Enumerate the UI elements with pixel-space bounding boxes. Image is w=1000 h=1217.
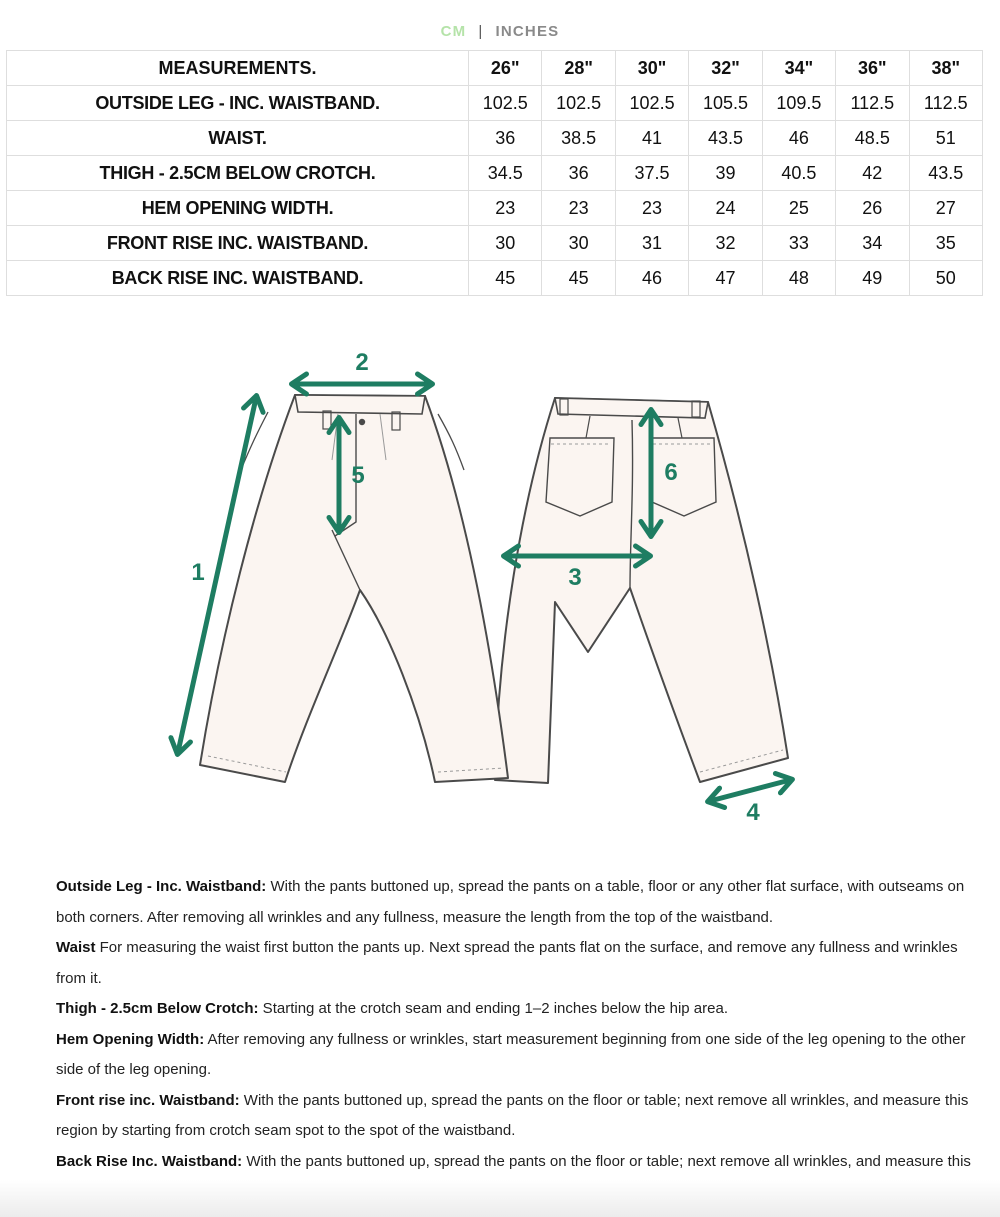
- table-row: [7, 226, 983, 261]
- note-waist: Waist For measuring the waist first button the pants up. Next spread the pants flat on the surface, and remove any fullness and wrinkles from it.: [56, 939, 958, 987]
- size-chart-table: [6, 50, 983, 296]
- table-cell: 38.5: [542, 121, 615, 156]
- table-cell: 46: [762, 121, 835, 156]
- table-row: [7, 156, 983, 191]
- table-cell: 40.5: [762, 156, 835, 191]
- table-cell: 23: [615, 191, 688, 226]
- table-cell: 42: [836, 156, 909, 191]
- size-header: 26": [469, 51, 542, 86]
- table-row: [7, 121, 983, 156]
- table-cell: 30: [542, 226, 615, 261]
- table-cell: 102.5: [615, 86, 688, 121]
- table-cell: 23: [542, 191, 615, 226]
- table-cell: 30: [469, 226, 542, 261]
- note-outside-leg: Outside Leg - Inc. Waistband: With the pants buttoned up, spread the pants on a table, floor or any other flat surface, with outseams on both corners. After removing all wrinkles and any fullness, measure the length from the top of the waistband.: [56, 878, 965, 926]
- table-cell: 45: [542, 261, 615, 296]
- unit-separator: |: [478, 22, 484, 40]
- table-cell: 27: [909, 191, 982, 226]
- table-cell: 31: [615, 226, 688, 261]
- measurement-notes: [56, 872, 986, 1208]
- table-cell: 112.5: [836, 86, 909, 121]
- header-label: MEASUREMENTS.: [7, 51, 469, 86]
- unit-cm-option[interactable]: CM: [440, 22, 467, 40]
- unit-toggle: [0, 20, 1000, 42]
- table-row: [7, 86, 983, 121]
- table-row: [7, 261, 983, 296]
- note-front-rise: Front rise inc. Waistband: With the pants buttoned up, spread the pants on the floor or table; next remove all wrinkles, and measure this region by starting from crotch seam spot to the spot of the waistband.: [56, 1091, 969, 1139]
- table-cell: 112.5: [909, 86, 982, 121]
- row-label: OUTSIDE LEG - INC. WAISTBAND.: [7, 86, 469, 121]
- table-cell: 48.5: [836, 121, 909, 156]
- table-cell: 36: [469, 121, 542, 156]
- table-cell: 51: [909, 121, 982, 156]
- table-cell: 45: [469, 261, 542, 296]
- size-header: 28": [542, 51, 615, 86]
- table-cell: 49: [836, 261, 909, 296]
- label-front-rise: 5: [351, 462, 365, 489]
- table-cell: 50: [909, 261, 982, 296]
- pants-measurement-diagram: [160, 340, 820, 830]
- table-cell: 48: [762, 261, 835, 296]
- table-cell: 43.5: [689, 121, 762, 156]
- table-cell: 26: [836, 191, 909, 226]
- table-row: [7, 191, 983, 226]
- row-label: THIGH - 2.5CM BELOW CROTCH.: [7, 156, 469, 191]
- table-cell: 39: [689, 156, 762, 191]
- table-cell: 43.5: [909, 156, 982, 191]
- row-label: FRONT RISE INC. WAISTBAND.: [7, 226, 469, 261]
- table-cell: 46: [615, 261, 688, 296]
- table-cell: 36: [542, 156, 615, 191]
- table-cell: 23: [469, 191, 542, 226]
- table-cell: 32: [689, 226, 762, 261]
- table-cell: 47: [689, 261, 762, 296]
- label-hem: 4: [746, 799, 760, 826]
- bottom-fade: [0, 1180, 1000, 1217]
- size-header: 38": [909, 51, 982, 86]
- label-back-rise: 6: [664, 459, 678, 486]
- pants-back-view: [495, 398, 788, 783]
- table-cell: 102.5: [469, 86, 542, 121]
- row-label: BACK RISE INC. WAISTBAND.: [7, 261, 469, 296]
- note-hem-opening: Hem Opening Width: After removing any fullness or wrinkles, start measurement beginning from one side of the leg opening to the other side of the leg opening.: [56, 1030, 966, 1078]
- label-waist: 2: [355, 349, 369, 376]
- size-header: 36": [836, 51, 909, 86]
- unit-inches-option[interactable]: INCHES: [495, 22, 560, 40]
- table-cell: 33: [762, 226, 835, 261]
- size-header: 30": [615, 51, 688, 86]
- table-cell: 24: [689, 191, 762, 226]
- hem-arrow: [710, 780, 790, 801]
- table-cell: 37.5: [615, 156, 688, 191]
- row-label: HEM OPENING WIDTH.: [7, 191, 469, 226]
- table-cell: 102.5: [542, 86, 615, 121]
- table-cell: 34: [836, 226, 909, 261]
- table-cell: 25: [762, 191, 835, 226]
- table-cell: 35: [909, 226, 982, 261]
- label-thigh: 3: [568, 564, 582, 591]
- size-header: 32": [689, 51, 762, 86]
- note-back-rise: Back Rise Inc. Waistband: With the pants buttoned up, spread the pants on the floor or table; next remove all wrinkles, and measure this: [56, 1152, 971, 1170]
- table-cell: 41: [615, 121, 688, 156]
- label-outside-leg: 1: [191, 559, 205, 586]
- table-cell: 105.5: [689, 86, 762, 121]
- row-label: WAIST.: [7, 121, 469, 156]
- size-header: 34": [762, 51, 835, 86]
- table-cell: 109.5: [762, 86, 835, 121]
- table-header-row: [7, 51, 983, 86]
- table-cell: 34.5: [469, 156, 542, 191]
- note-thigh: Thigh - 2.5cm Below Crotch: Starting at the crotch seam and ending 1–2 inches below the hip area.: [56, 1000, 728, 1017]
